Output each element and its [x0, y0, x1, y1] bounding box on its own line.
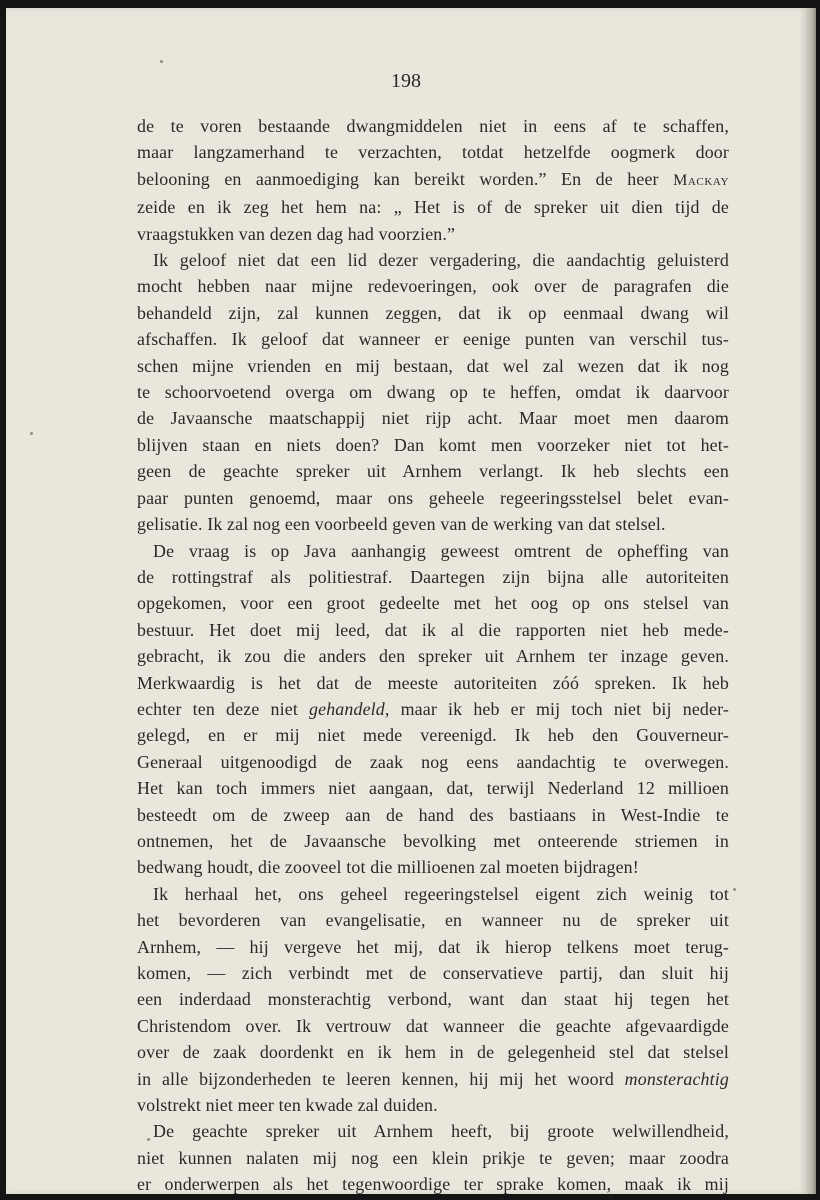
line-text: niet kunnen nalaten mij nog een klein prikje te geven; maar zoodra [137, 1147, 729, 1168]
text-line [137, 538, 729, 564]
text-line [137, 881, 729, 907]
line-text: maar langzamerhand te verzachten, totdat hetzelfde oogmerk door [137, 142, 729, 163]
text-line [137, 511, 729, 537]
text-line [137, 775, 729, 801]
text-line [137, 194, 729, 220]
italic-word: gehandeld [309, 698, 385, 719]
paper-speck [30, 432, 33, 435]
line-text: bestuur. Het doet mij leed, dat ik al die rapporten niet heb mede- [137, 619, 729, 640]
paper-speck [733, 888, 736, 891]
text-line [137, 1013, 729, 1039]
text-line [137, 986, 729, 1012]
text-line [137, 405, 729, 431]
paper-speck [147, 1138, 150, 1141]
line-text: in alle bijzonderheden te leeren kennen, hij mij het woord [137, 1068, 625, 1089]
line-text: De vraag is op Java aanhangig geweest omtrent de opheffing van [153, 540, 729, 561]
line-text: blijven staan en niets doen? Dan komt men voorzeker niet tot het- [137, 434, 729, 455]
text-line [137, 854, 729, 880]
line-text: komen, — zich verbindt met de conservatieve partij, dan sluit hij [137, 963, 729, 983]
book-page [6, 8, 806, 1194]
line-text-after: , maar ik heb er mij toch niet bij neder- [384, 698, 729, 719]
text-line [137, 113, 729, 139]
line-text: echter ten deze niet [137, 698, 310, 719]
text-line [137, 696, 729, 722]
line-text: over de zaak doordenkt en ik hem in de gelegenheid stel dat stelsel [137, 1042, 729, 1063]
text-line [137, 934, 729, 960]
page-edge [806, 8, 816, 1194]
text-line [137, 432, 729, 458]
text-line [137, 1092, 729, 1118]
text-line [137, 1039, 729, 1065]
line-text: te schoorvoetend overga om dwang op te heffen, omdat ik daarvoor [137, 382, 729, 403]
line-text: de te voren bestaande dwangmiddelen niet in eens af te schaffen, [137, 116, 729, 136]
line-text: besteedt om de zweep aan de hand des bastiaans in West-Indie te [137, 804, 729, 825]
text-line [137, 458, 729, 484]
line-text: opgekomen, voor een groot gedeelte met het oog op ons stelsel van [137, 593, 729, 614]
line-text: gelegd, en er mij niet mede vereenigd. Ik heb den Gouverneur- [137, 725, 729, 746]
text-line [137, 828, 729, 854]
text-line [137, 247, 729, 273]
line-text: vraagstukken van dezen dag had voorzien.” [137, 223, 456, 244]
text-line [137, 1145, 729, 1171]
line-text: mocht hebben naar mijne redevoeringen, ook over de paragrafen die [137, 276, 729, 297]
text-line [137, 273, 729, 299]
line-text: behandeld zijn, zal kunnen zeggen, dat ik op eenmaal dwang wil [137, 302, 729, 323]
text-line [137, 166, 729, 194]
line-text: er onderwerpen als het tegenwoordige ter sprake komen, maak ik mij [137, 1174, 729, 1195]
text-line [137, 379, 729, 405]
line-text: Merkwaardig is het dat de meeste autoriteiten zóó spreken. Ik heb [137, 672, 729, 693]
line-text: belooning en aanmoediging kan bereikt worden.” En de heer [137, 168, 674, 189]
page-number: 198 [391, 70, 421, 92]
line-text: zeide en ik zeg het hem na: „ Het is of de spreker uit dien tijd de [137, 197, 729, 218]
text-line [137, 617, 729, 643]
line-text: Ik herhaal het, ons geheel regeeringstelsel eigent zich weinig tot [153, 883, 729, 904]
text-line [137, 353, 729, 379]
line-text: het bevorderen van evangelisatie, en wanneer nu de spreker uit [137, 910, 729, 931]
italic-word: monsterachtig [624, 1068, 729, 1089]
text-line [137, 1171, 729, 1197]
line-text: gebracht, ik zou die anders den spreker uit Arnhem ter inzage geven. [137, 646, 729, 667]
line-text: Arnhem, — hij vergeve het mij, dat ik hierop telkens moet terug- [137, 936, 729, 957]
text-line [137, 221, 729, 247]
paper-speck [160, 60, 163, 63]
line-text: schen mijne vrienden en mij bestaan, dat wel zal wezen dat ik nog [137, 355, 729, 376]
line-text: gelisatie. Ik zal nog een voorbeeld geven van de werking van dat stelsel. [137, 514, 666, 535]
text-line [137, 300, 729, 326]
text-line [137, 749, 729, 775]
line-text: Het kan toch immers niet aangaan, dat, terwijl Nederland 12 millioen [137, 778, 729, 799]
line-text: volstrekt niet meer ten kwade zal duiden. [137, 1095, 438, 1116]
text-line [137, 485, 729, 511]
text-line [137, 564, 729, 590]
text-line [137, 1066, 729, 1092]
line-text: bedwang houdt, die zooveel tot die millioenen zal moeten bijdragen! [137, 857, 639, 878]
line-text: de Javaansche maatschappij niet rijp acht. Maar moet men daarom [137, 408, 729, 429]
small-caps-name: Mackay [673, 171, 729, 189]
text-line [137, 670, 729, 696]
text-line [137, 907, 729, 933]
line-text: geen de geachte spreker uit Arnhem verlangt. Ik heb slechts een [137, 461, 729, 482]
text-line [137, 1118, 729, 1144]
line-text: ontnemen, het de Javaansche bevolking met onteerende striemen in [137, 830, 729, 851]
line-text: de rottingstraf als politiestraf. Daartegen zijn bijna alle autoriteiten [137, 566, 729, 587]
line-text: Christendom over. Ik vertrouw dat wanneer die geachte afgevaardigde [137, 1015, 729, 1036]
line-text: Generaal uitgenoodigd de zaak nog eens aandachtig te overwegen. [137, 751, 729, 772]
text-line [137, 802, 729, 828]
line-text: afschaffen. Ik geloof dat wanneer er eenige punten van verschil tus- [137, 329, 729, 350]
line-text: een inderdaad monsterachtig verbond, want dan staat hij tegen het [137, 989, 729, 1010]
text-line [137, 326, 729, 352]
text-line [137, 960, 729, 986]
body-text [137, 113, 729, 1198]
line-text: paar punten genoemd, maar ons geheele regeeringsstelsel belet evan- [137, 487, 729, 508]
text-line [137, 722, 729, 748]
line-text: Ik geloof niet dat een lid dezer vergadering, die aandachtig geluisterd [153, 250, 729, 271]
text-line [137, 643, 729, 669]
line-text: De geachte spreker uit Arnhem heeft, bij groote welwillendheid, [153, 1121, 729, 1142]
text-line [137, 139, 729, 165]
text-line [137, 590, 729, 616]
